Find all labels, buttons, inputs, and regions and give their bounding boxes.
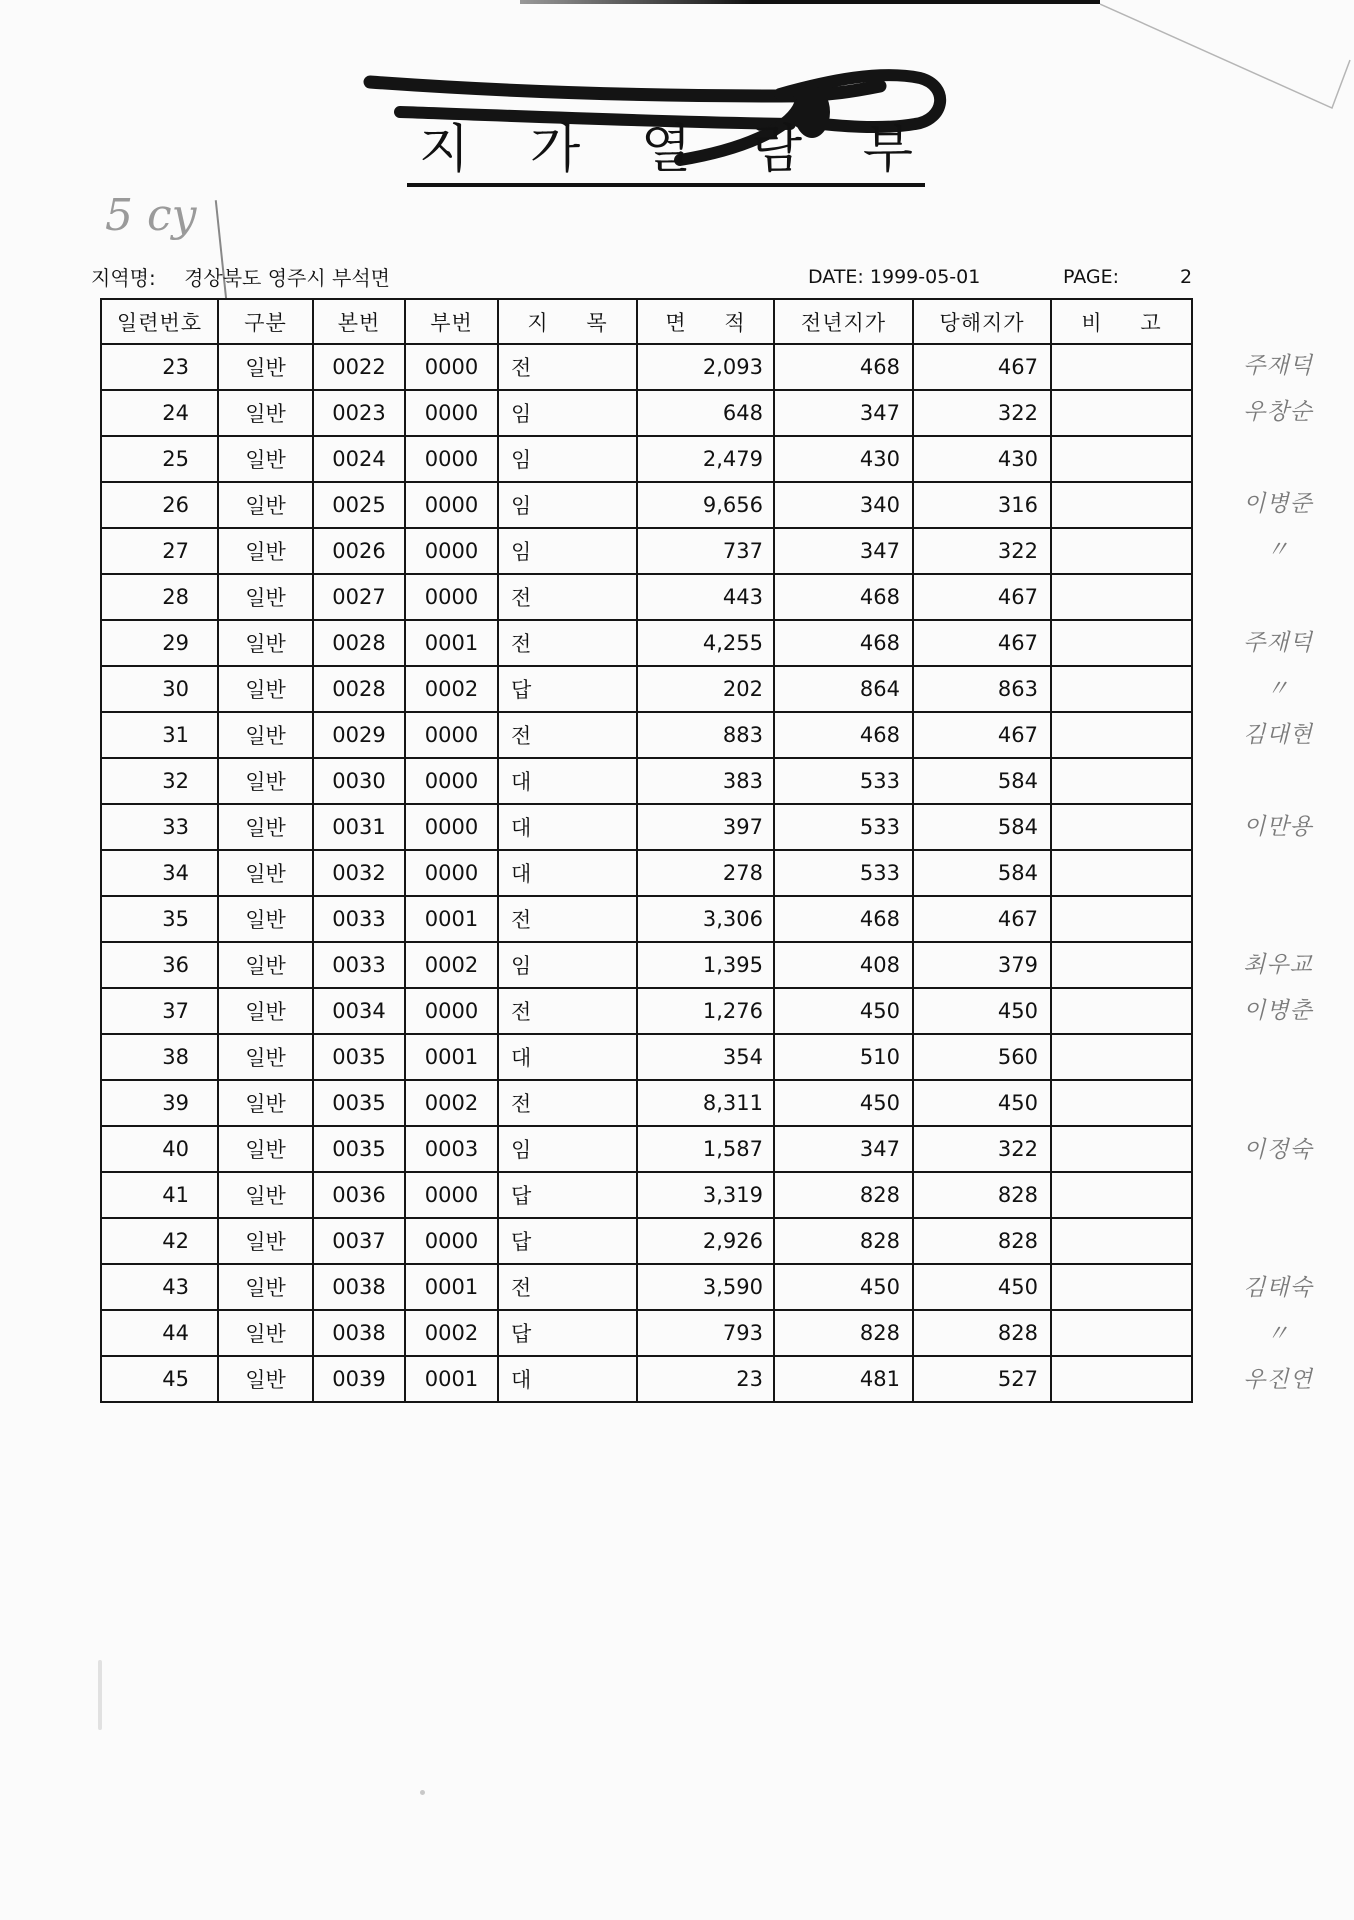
cell-previous-price: 340: [774, 482, 913, 528]
cell-sub-number: 0000: [405, 436, 498, 482]
table-row: [101, 942, 1192, 988]
cell-serial: 30: [101, 666, 218, 712]
cell-main-number: 0036: [313, 1172, 405, 1218]
cell-previous-price: 468: [774, 712, 913, 758]
scan-artifact: [98, 1660, 102, 1730]
cell-serial: 31: [101, 712, 218, 758]
cell-serial: 42: [101, 1218, 218, 1264]
table-row: [101, 390, 1192, 436]
cell-area: 397: [637, 804, 774, 850]
cell-land-category: 전: [498, 712, 637, 758]
cell-sub-number: 0000: [405, 988, 498, 1034]
margin-note: 〃: [1266, 675, 1290, 702]
title-char: 지: [419, 120, 470, 180]
margin-note: 이병춘: [1243, 998, 1313, 1025]
cell-land-category: 임: [498, 390, 637, 436]
cell-land-category: 전: [498, 896, 637, 942]
cell-sub-number: 0000: [405, 758, 498, 804]
cell-serial: 25: [101, 436, 218, 482]
cell-previous-price: 481: [774, 1356, 913, 1402]
cell-previous-price: 468: [774, 574, 913, 620]
cell-main-number: 0025: [313, 482, 405, 528]
folded-corner: [1100, 0, 1101, 1]
cell-area: 883: [637, 712, 774, 758]
date-line: [808, 266, 980, 288]
region-value: 경상북도 영주시 부석면: [184, 266, 390, 290]
cell-main-number: 0039: [313, 1356, 405, 1402]
cell-serial: 39: [101, 1080, 218, 1126]
margin-note: 이정숙: [1243, 1136, 1313, 1163]
cell-sub-number: 0000: [405, 528, 498, 574]
cell-remarks: [1051, 574, 1192, 620]
cell-main-number: 0030: [313, 758, 405, 804]
title-char: 열: [640, 120, 692, 180]
cell-previous-price: 828: [774, 1218, 913, 1264]
cell-area: 1,395: [637, 942, 774, 988]
cell-current-price: 467: [913, 896, 1051, 942]
cell-area: 383: [637, 758, 774, 804]
cell-area: 793: [637, 1310, 774, 1356]
cell-sub-number: 0000: [405, 574, 498, 620]
cell-current-price: 316: [913, 482, 1051, 528]
cell-previous-price: 450: [774, 1264, 913, 1310]
cell-area: 8,311: [637, 1080, 774, 1126]
cell-previous-price: 450: [774, 988, 913, 1034]
cell-serial: 29: [101, 620, 218, 666]
header-sub-number: 부번: [405, 299, 498, 344]
cell-remarks: [1051, 758, 1192, 804]
cell-land-category: 임: [498, 528, 637, 574]
cell-main-number: 0023: [313, 390, 405, 436]
margin-note: 우진연: [1243, 1367, 1313, 1394]
cell-serial: 44: [101, 1310, 218, 1356]
region-line: [91, 262, 390, 291]
cell-area: 23: [637, 1356, 774, 1402]
header-serial: 일련번호: [101, 299, 218, 344]
cell-area: 4,255: [637, 620, 774, 666]
cell-area: 2,926: [637, 1218, 774, 1264]
cell-previous-price: 533: [774, 804, 913, 850]
cell-type: 일반: [218, 1310, 313, 1356]
cell-type: 일반: [218, 574, 313, 620]
cell-current-price: 584: [913, 850, 1051, 896]
date-value: 1999-05-01: [869, 266, 981, 288]
cell-type: 일반: [218, 1080, 313, 1126]
table-row: [101, 1310, 1192, 1356]
cell-land-category: 대: [498, 1356, 637, 1402]
margin-note: 최우교: [1243, 952, 1313, 979]
cell-previous-price: 468: [774, 344, 913, 390]
cell-previous-price: 533: [774, 758, 913, 804]
cell-sub-number: 0002: [405, 942, 498, 988]
scan-artifact: [420, 1790, 425, 1795]
cell-land-category: 전: [498, 988, 637, 1034]
cell-sub-number: 0000: [405, 850, 498, 896]
cell-remarks: [1051, 390, 1192, 436]
cell-sub-number: 0001: [405, 1356, 498, 1402]
header-current-price: 당해지가: [913, 299, 1051, 344]
cell-current-price: 467: [913, 344, 1051, 390]
cell-main-number: 0029: [313, 712, 405, 758]
cell-type: 일반: [218, 988, 313, 1034]
cell-serial: 23: [101, 344, 218, 390]
cell-main-number: 0033: [313, 896, 405, 942]
cell-serial: 33: [101, 804, 218, 850]
cell-current-price: 467: [913, 712, 1051, 758]
cell-type: 일반: [218, 390, 313, 436]
table-row: [101, 1080, 1192, 1126]
cell-remarks: [1051, 1034, 1192, 1080]
cell-land-category: 전: [498, 620, 637, 666]
table-row: [101, 528, 1192, 574]
cell-main-number: 0026: [313, 528, 405, 574]
cell-current-price: 450: [913, 1080, 1051, 1126]
cell-previous-price: 510: [774, 1034, 913, 1080]
region-label: 지역명:: [91, 266, 156, 290]
cell-sub-number: 0000: [405, 1172, 498, 1218]
cell-current-price: 828: [913, 1172, 1051, 1218]
cell-area: 1,276: [637, 988, 774, 1034]
page-label: PAGE:: [1063, 266, 1120, 288]
cell-serial: 37: [101, 988, 218, 1034]
cell-type: 일반: [218, 758, 313, 804]
cell-main-number: 0022: [313, 344, 405, 390]
margin-note: 주재덕: [1243, 353, 1313, 379]
cell-type: 일반: [218, 1356, 313, 1402]
cell-type: 일반: [218, 528, 313, 574]
cell-previous-price: 347: [774, 528, 913, 574]
cell-remarks: [1051, 1310, 1192, 1356]
title-char: 부: [862, 120, 913, 180]
cell-previous-price: 408: [774, 942, 913, 988]
cell-previous-price: 430: [774, 436, 913, 482]
cell-serial: 28: [101, 574, 218, 620]
table-row: [101, 574, 1192, 620]
cell-area: 3,590: [637, 1264, 774, 1310]
cell-remarks: [1051, 1080, 1192, 1126]
cell-remarks: [1051, 1218, 1192, 1264]
table-row: [101, 758, 1192, 804]
cell-land-category: 답: [498, 1218, 637, 1264]
cell-current-price: 379: [913, 942, 1051, 988]
cell-type: 일반: [218, 712, 313, 758]
cell-current-price: 828: [913, 1218, 1051, 1264]
cell-main-number: 0038: [313, 1310, 405, 1356]
cell-area: 9,656: [637, 482, 774, 528]
cell-land-category: 대: [498, 804, 637, 850]
cell-type: 일반: [218, 1218, 313, 1264]
cell-remarks: [1051, 988, 1192, 1034]
cell-sub-number: 0003: [405, 1126, 498, 1172]
cell-remarks: [1051, 712, 1192, 758]
cell-type: 일반: [218, 482, 313, 528]
cell-current-price: 584: [913, 804, 1051, 850]
cell-sub-number: 0000: [405, 712, 498, 758]
cell-current-price: 467: [913, 574, 1051, 620]
margin-note: 〃: [1266, 1321, 1290, 1348]
cell-remarks: [1051, 942, 1192, 988]
margin-note: 이병준: [1243, 491, 1313, 518]
cell-land-category: 임: [498, 482, 637, 528]
cell-serial: 38: [101, 1034, 218, 1080]
cell-sub-number: 0001: [405, 896, 498, 942]
cell-current-price: 527: [913, 1356, 1051, 1402]
cell-area: 2,093: [637, 344, 774, 390]
cell-remarks: [1051, 1264, 1192, 1310]
cell-area: 443: [637, 574, 774, 620]
cell-land-category: 임: [498, 436, 637, 482]
cell-type: 일반: [218, 344, 313, 390]
cell-land-category: 답: [498, 1172, 637, 1218]
cell-sub-number: 0002: [405, 1310, 498, 1356]
cell-main-number: 0035: [313, 1080, 405, 1126]
cell-land-category: 답: [498, 1310, 637, 1356]
cell-previous-price: 864: [774, 666, 913, 712]
land-price-table: [100, 298, 1193, 1403]
cell-land-category: 전: [498, 1080, 637, 1126]
cell-remarks: [1051, 1356, 1192, 1402]
cell-sub-number: 0000: [405, 390, 498, 436]
cell-remarks: [1051, 528, 1192, 574]
cell-main-number: 0035: [313, 1034, 405, 1080]
cell-previous-price: 828: [774, 1310, 913, 1356]
cell-land-category: 대: [498, 758, 637, 804]
cell-current-price: 467: [913, 620, 1051, 666]
cell-current-price: 322: [913, 528, 1051, 574]
title-char: 람: [751, 120, 803, 180]
cell-sub-number: 0001: [405, 1034, 498, 1080]
cell-remarks: [1051, 804, 1192, 850]
table-row: [101, 850, 1192, 896]
header-area: 면 적: [637, 299, 774, 344]
cell-sub-number: 0000: [405, 1218, 498, 1264]
cell-sub-number: 0002: [405, 666, 498, 712]
table-row: [101, 436, 1192, 482]
page-number: 2: [1180, 266, 1193, 288]
header-land-category: 지 목: [498, 299, 637, 344]
cell-serial: 36: [101, 942, 218, 988]
cell-type: 일반: [218, 1034, 313, 1080]
cell-current-price: 584: [913, 758, 1051, 804]
document-title: [407, 120, 925, 180]
cell-serial: 34: [101, 850, 218, 896]
cell-sub-number: 0000: [405, 344, 498, 390]
margin-handwritten-notes: [1200, 0, 1350, 1920]
cell-main-number: 0038: [313, 1264, 405, 1310]
cell-current-price: 450: [913, 1264, 1051, 1310]
cell-serial: 41: [101, 1172, 218, 1218]
cell-remarks: [1051, 666, 1192, 712]
margin-note: 주재덕: [1243, 629, 1313, 656]
header-previous-price: 전년지가: [774, 299, 913, 344]
table-row: [101, 1356, 1192, 1402]
cell-area: 3,319: [637, 1172, 774, 1218]
table-row: [101, 1264, 1192, 1310]
cell-current-price: 828: [913, 1310, 1051, 1356]
cell-type: 일반: [218, 850, 313, 896]
cell-main-number: 0028: [313, 620, 405, 666]
cell-previous-price: 450: [774, 1080, 913, 1126]
cell-remarks: [1051, 436, 1192, 482]
cell-current-price: 430: [913, 436, 1051, 482]
cell-area: 278: [637, 850, 774, 896]
table-row: [101, 1034, 1192, 1080]
cell-type: 일반: [218, 804, 313, 850]
cell-area: 737: [637, 528, 774, 574]
cell-serial: 40: [101, 1126, 218, 1172]
cell-main-number: 0037: [313, 1218, 405, 1264]
cell-type: 일반: [218, 436, 313, 482]
table-row: [101, 712, 1192, 758]
margin-note: 김태숙: [1243, 1275, 1313, 1301]
cell-main-number: 0032: [313, 850, 405, 896]
table-row: [101, 988, 1192, 1034]
cell-serial: 27: [101, 528, 218, 574]
cell-main-number: 0031: [313, 804, 405, 850]
cell-area: 3,306: [637, 896, 774, 942]
cell-current-price: 322: [913, 1126, 1051, 1172]
cell-remarks: [1051, 1172, 1192, 1218]
cell-serial: 35: [101, 896, 218, 942]
cell-sub-number: 0002: [405, 1080, 498, 1126]
cell-current-price: 322: [913, 390, 1051, 436]
cell-type: 일반: [218, 942, 313, 988]
cell-main-number: 0034: [313, 988, 405, 1034]
table-row: [101, 482, 1192, 528]
title-underline: [407, 183, 925, 187]
margin-note: 김대현: [1243, 721, 1313, 748]
cell-sub-number: 0000: [405, 482, 498, 528]
top-edge-shadow: [520, 0, 1100, 4]
table-row: [101, 1218, 1192, 1264]
cell-type: 일반: [218, 896, 313, 942]
title-char: 가: [529, 120, 581, 180]
cell-previous-price: 533: [774, 850, 913, 896]
cell-remarks: [1051, 344, 1192, 390]
cell-land-category: 전: [498, 1264, 637, 1310]
margin-note: 이만용: [1243, 814, 1313, 840]
cell-main-number: 0035: [313, 1126, 405, 1172]
corner-handwriting: 5 cy: [105, 190, 197, 241]
cell-remarks: [1051, 482, 1192, 528]
cell-land-category: 임: [498, 942, 637, 988]
cell-previous-price: 347: [774, 390, 913, 436]
cell-previous-price: 468: [774, 620, 913, 666]
cell-sub-number: 0000: [405, 804, 498, 850]
cell-serial: 24: [101, 390, 218, 436]
table-row: [101, 1172, 1192, 1218]
cell-main-number: 0028: [313, 666, 405, 712]
cell-area: 648: [637, 390, 774, 436]
cell-remarks: [1051, 620, 1192, 666]
cell-main-number: 0033: [313, 942, 405, 988]
cell-sub-number: 0001: [405, 620, 498, 666]
cell-land-category: 답: [498, 666, 637, 712]
table-row: [101, 1126, 1192, 1172]
cell-remarks: [1051, 850, 1192, 896]
cell-remarks: [1051, 1126, 1192, 1172]
table-row: [101, 804, 1192, 850]
cell-previous-price: 347: [774, 1126, 913, 1172]
cell-previous-price: 468: [774, 896, 913, 942]
cell-land-category: 대: [498, 850, 637, 896]
cell-land-category: 전: [498, 574, 637, 620]
cell-area: 202: [637, 666, 774, 712]
date-label: DATE:: [808, 266, 864, 288]
cell-remarks: [1051, 896, 1192, 942]
margin-note: 〃: [1266, 537, 1290, 564]
cell-type: 일반: [218, 620, 313, 666]
header-type: 구분: [218, 299, 313, 344]
cell-current-price: 560: [913, 1034, 1051, 1080]
cell-main-number: 0027: [313, 574, 405, 620]
table-header-row: [101, 299, 1192, 344]
cell-type: 일반: [218, 1264, 313, 1310]
cell-previous-price: 828: [774, 1172, 913, 1218]
cell-serial: 43: [101, 1264, 218, 1310]
table-row: [101, 666, 1192, 712]
cell-area: 1,587: [637, 1126, 774, 1172]
cell-serial: 26: [101, 482, 218, 528]
cell-type: 일반: [218, 666, 313, 712]
cell-type: 일반: [218, 1126, 313, 1172]
table-row: [101, 620, 1192, 666]
cell-land-category: 임: [498, 1126, 637, 1172]
cell-main-number: 0024: [313, 436, 405, 482]
cell-area: 354: [637, 1034, 774, 1080]
cell-land-category: 대: [498, 1034, 637, 1080]
cell-type: 일반: [218, 1172, 313, 1218]
table-row: [101, 896, 1192, 942]
cell-sub-number: 0001: [405, 1264, 498, 1310]
header-main-number: 본번: [313, 299, 405, 344]
cell-serial: 45: [101, 1356, 218, 1402]
cell-area: 2,479: [637, 436, 774, 482]
cell-serial: 32: [101, 758, 218, 804]
margin-note: 우창순: [1243, 399, 1313, 426]
cell-land-category: 전: [498, 344, 637, 390]
table-row: [101, 344, 1192, 390]
cell-current-price: 450: [913, 988, 1051, 1034]
cell-current-price: 863: [913, 666, 1051, 712]
header-remarks: 비 고: [1051, 299, 1192, 344]
